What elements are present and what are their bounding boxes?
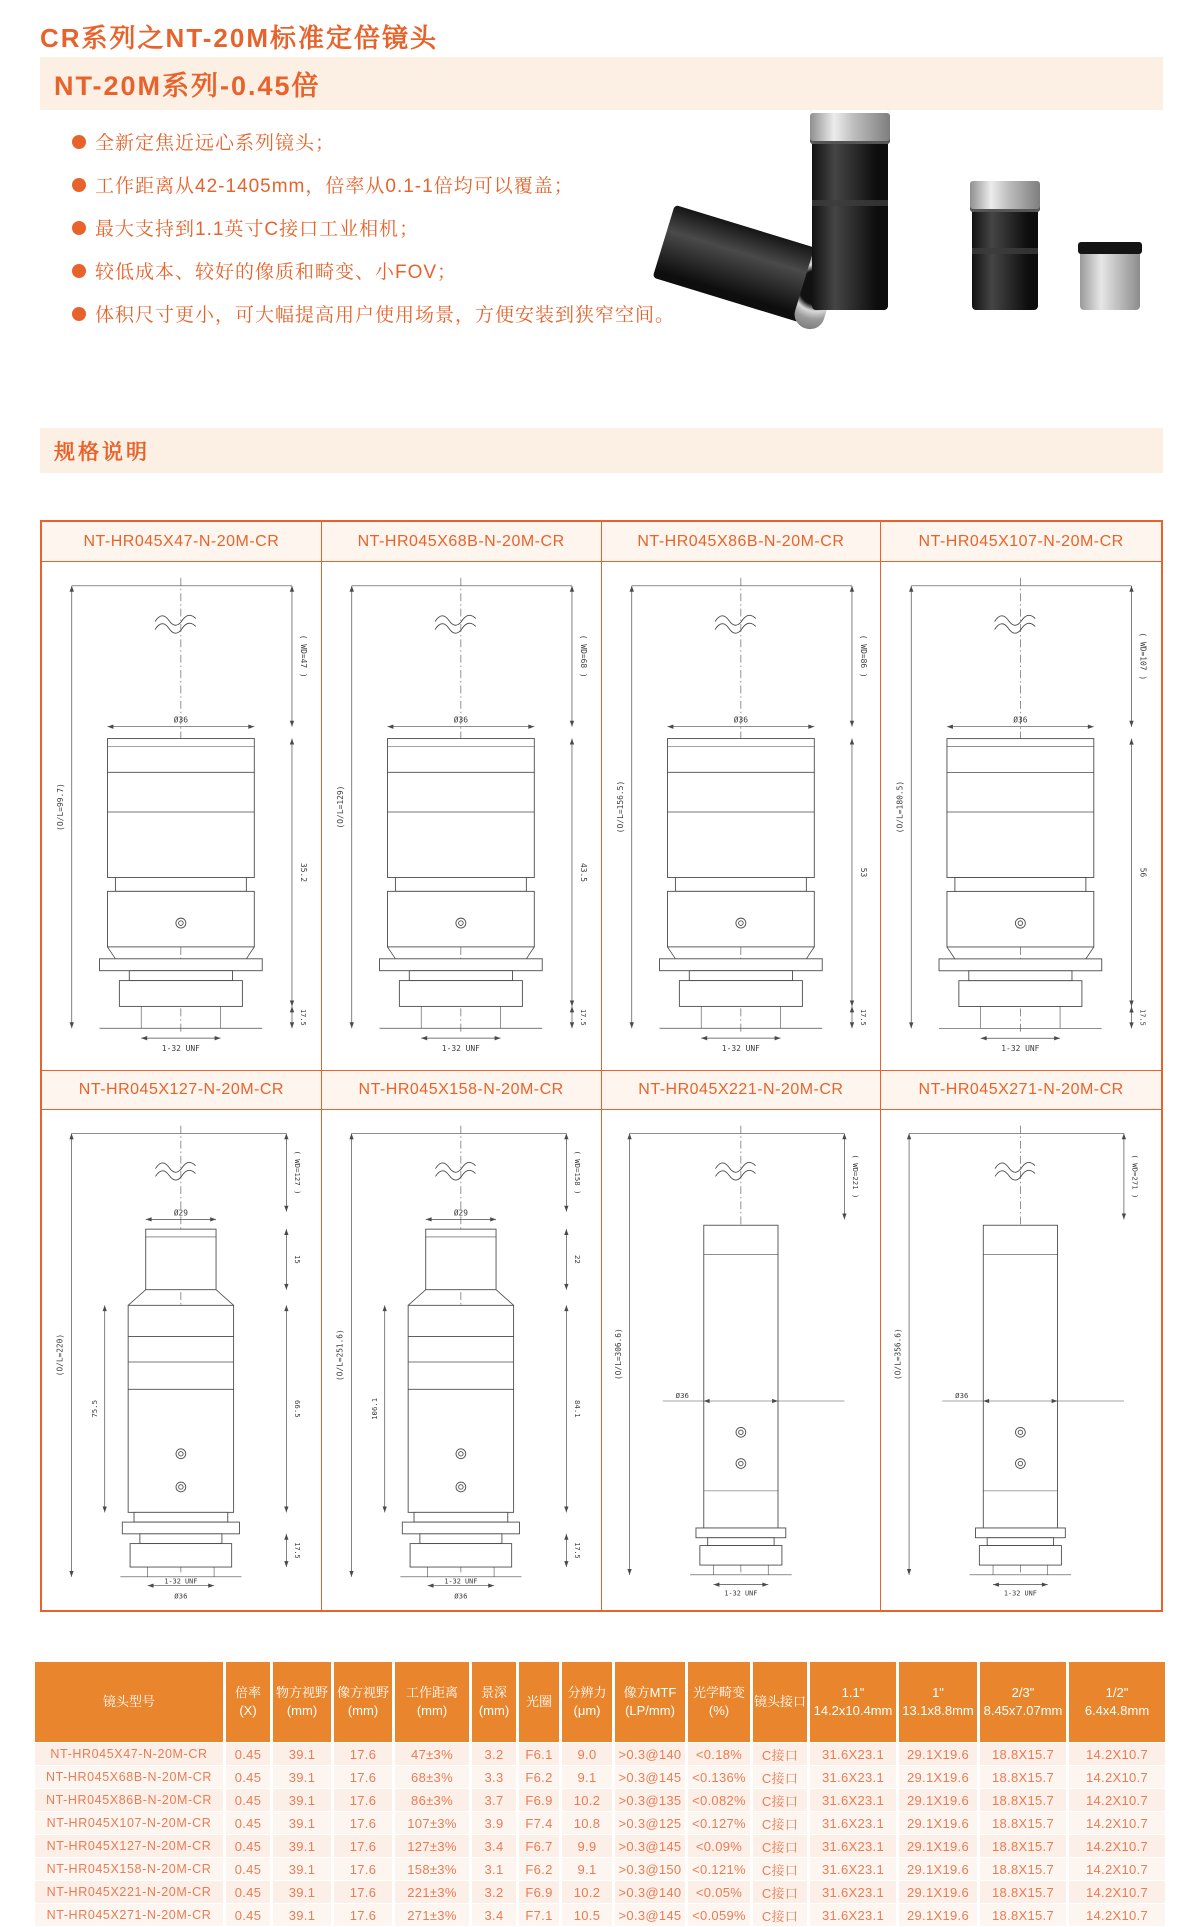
table-cell: 39.1 — [273, 1789, 331, 1811]
svg-text:Ø29: Ø29 — [453, 1208, 468, 1218]
table-cell: C接口 — [753, 1881, 807, 1903]
table-cell: 31.6X23.1 — [810, 1858, 896, 1880]
table-row — [35, 1789, 1165, 1811]
table-cell: 47±3% — [395, 1743, 469, 1765]
table-cell: 271±3% — [395, 1904, 469, 1926]
table-cell: NT-HR045X68B-N-20M-CR — [35, 1766, 223, 1788]
header-label: 镜头接口 — [753, 1693, 806, 1709]
header-unit: (%) — [708, 1703, 730, 1718]
table-cell: 29.1X19.6 — [899, 1835, 977, 1857]
header-unit: (mm) — [416, 1703, 448, 1718]
table-header-cell — [810, 1662, 896, 1742]
svg-text:84.1: 84.1 — [572, 1400, 582, 1418]
table-cell: 3.2 — [472, 1743, 516, 1765]
table-cell: 10.2 — [562, 1789, 612, 1811]
table-cell: 29.1X19.6 — [899, 1858, 977, 1880]
product-photo — [660, 100, 1165, 335]
svg-text:17.5: 17.5 — [572, 1542, 581, 1559]
table-cell: <0.082% — [688, 1789, 750, 1811]
table-cell: F6.2 — [519, 1766, 559, 1788]
table-cell: 39.1 — [273, 1881, 331, 1903]
table-header-cell — [753, 1662, 807, 1742]
table-cell: 31.6X23.1 — [810, 1743, 896, 1765]
table-cell: 31.6X23.1 — [810, 1812, 896, 1834]
lens-technical-drawing — [602, 562, 881, 1070]
table-cell: F7.1 — [519, 1904, 559, 1926]
lens-photo-tall — [812, 110, 888, 310]
table-cell: NT-HR045X221-N-20M-CR — [35, 1881, 223, 1903]
svg-text:35.2: 35.2 — [298, 862, 308, 883]
header-label: 2/3" — [1011, 1684, 1035, 1700]
lens-technical-drawing — [881, 1110, 1161, 1610]
table-cell: NT-HR045X107-N-20M-CR — [35, 1812, 223, 1834]
table-cell: 0.45 — [226, 1812, 270, 1834]
lens-band — [972, 248, 1038, 254]
table-cell: <0.136% — [688, 1766, 750, 1788]
table-cell: 39.1 — [273, 1743, 331, 1765]
header-label: 1" — [932, 1684, 944, 1700]
table-cell: 0.45 — [226, 1789, 270, 1811]
table-cell: 18.8X15.7 — [980, 1835, 1066, 1857]
table-cell: 9.1 — [562, 1766, 612, 1788]
header-unit: 6.4x4.8mm — [1084, 1703, 1150, 1718]
table-cell: 39.1 — [273, 1812, 331, 1834]
table-cell: 3.9 — [472, 1812, 516, 1834]
header-label: 光圈 — [525, 1693, 552, 1709]
table-cell: 18.8X15.7 — [980, 1904, 1066, 1926]
table-cell: <0.05% — [688, 1881, 750, 1903]
table-cell: 39.1 — [273, 1766, 331, 1788]
table-header-cell — [226, 1662, 270, 1742]
lens-silver-cap — [810, 110, 890, 144]
header-label: 倍率 — [234, 1684, 261, 1700]
table-cell: 86±3% — [395, 1789, 469, 1811]
lens-drawing-cell — [881, 1110, 1161, 1610]
svg-text:1-32 UNF: 1-32 UNF — [723, 1589, 757, 1598]
table-cell: F6.9 — [519, 1789, 559, 1811]
table-cell: F6.2 — [519, 1858, 559, 1880]
table-cell: F6.9 — [519, 1881, 559, 1903]
table-cell: 29.1X19.6 — [899, 1789, 977, 1811]
table-cell: 0.45 — [226, 1743, 270, 1765]
table-cell: 39.1 — [273, 1835, 331, 1857]
svg-text:1-32 UNF: 1-32 UNF — [1004, 1589, 1038, 1598]
feature-item — [72, 171, 732, 198]
model-header: NT-HR045X271-N-20M-CR — [881, 1070, 1161, 1110]
model-header: NT-HR045X158-N-20M-CR — [322, 1070, 602, 1110]
table-cell: F7.4 — [519, 1812, 559, 1834]
table-cell: 0.45 — [226, 1858, 270, 1880]
header-unit: (μm) — [573, 1703, 601, 1718]
table-cell: <0.09% — [688, 1835, 750, 1857]
svg-text:(O/L=356.6): (O/L=356.6) — [893, 1328, 903, 1380]
table-cell: >0.3@125 — [615, 1812, 685, 1834]
lens-technical-drawing — [322, 1110, 601, 1610]
table-cell: C接口 — [753, 1904, 807, 1926]
lens-technical-drawing — [42, 562, 321, 1070]
table-cell: >0.3@150 — [615, 1858, 685, 1880]
table-header-cell — [334, 1662, 392, 1742]
svg-text:(O/L=306.6): (O/L=306.6) — [613, 1328, 623, 1380]
table-cell: F6.7 — [519, 1835, 559, 1857]
feature-text: 较低成本、较好的像质和畸变、小FOV； — [95, 262, 458, 283]
lens-drawing-cell — [881, 562, 1161, 1070]
page-title: CR系列之NT-20M标准定倍镜头 — [40, 23, 439, 53]
table-cell: C接口 — [753, 1858, 807, 1880]
lens-technical-drawing — [322, 562, 601, 1070]
table-cell: 14.2X10.7 — [1069, 1743, 1165, 1765]
svg-text:Ø36: Ø36 — [174, 1591, 188, 1601]
header-label: 镜头型号 — [102, 1693, 155, 1709]
svg-text:( WD=127 ): ( WD=127 ) — [293, 1150, 303, 1195]
table-cell: 31.6X23.1 — [810, 1789, 896, 1811]
drawing-row — [42, 562, 1161, 1070]
table-cell: 3.2 — [472, 1881, 516, 1903]
table-cell: NT-HR045X158-N-20M-CR — [35, 1858, 223, 1880]
table-cell: C接口 — [753, 1789, 807, 1811]
model-header: NT-HR045X47-N-20M-CR — [42, 522, 322, 562]
table-cell: 17.6 — [334, 1904, 392, 1926]
table-cell: C接口 — [753, 1835, 807, 1857]
table-header-cell — [472, 1662, 516, 1742]
lens-drawing-cell — [322, 1110, 602, 1610]
table-cell: 3.4 — [472, 1835, 516, 1857]
table-cell: 10.5 — [562, 1904, 612, 1926]
header-label: 分辨力 — [567, 1684, 607, 1700]
model-header-row — [42, 522, 1161, 562]
table-cell: 14.2X10.7 — [1069, 1881, 1165, 1903]
header-unit: (mm) — [286, 1703, 318, 1718]
table-cell: >0.3@145 — [615, 1904, 685, 1926]
feature-text: 全新定焦近远心系列镜头； — [95, 133, 336, 154]
svg-text:1-32 UNF: 1-32 UNF — [721, 1044, 760, 1054]
table-row — [35, 1812, 1165, 1834]
svg-text:17.5: 17.5 — [1138, 1009, 1147, 1026]
table-cell: 0.45 — [226, 1904, 270, 1926]
feature-item — [72, 257, 732, 284]
svg-text:1-32 UNF: 1-32 UNF — [164, 1577, 198, 1586]
table-cell: >0.3@140 — [615, 1743, 685, 1765]
section-header-specs: 规格说明 — [40, 428, 1163, 473]
table-header-cell — [562, 1662, 612, 1742]
svg-text:56: 56 — [1138, 867, 1148, 878]
table-cell: <0.18% — [688, 1743, 750, 1765]
svg-text:Ø36: Ø36 — [453, 715, 468, 725]
lens-drawing-cell — [42, 562, 322, 1070]
table-cell: 29.1X19.6 — [899, 1881, 977, 1903]
svg-text:1-32 UNF: 1-32 UNF — [444, 1577, 478, 1586]
table-header-cell — [615, 1662, 685, 1742]
bullet-icon — [72, 178, 86, 192]
table-cell: 18.8X15.7 — [980, 1812, 1066, 1834]
table-cell: <0.127% — [688, 1812, 750, 1834]
table-cell: 14.2X10.7 — [1069, 1858, 1165, 1880]
header-label: 物方视野 — [275, 1684, 328, 1700]
table-cell: 0.45 — [226, 1766, 270, 1788]
header-label: 工作距离 — [405, 1684, 458, 1700]
table-cell: <0.059% — [688, 1904, 750, 1926]
table-cell: 14.2X10.7 — [1069, 1789, 1165, 1811]
lens-drawing-cell — [602, 1110, 882, 1610]
table-header-cell — [273, 1662, 331, 1742]
spec-table-body — [35, 1743, 1165, 1926]
svg-text:Ø29: Ø29 — [173, 1208, 188, 1218]
lens-drawing-cell — [602, 562, 882, 1070]
table-cell: F6.1 — [519, 1743, 559, 1765]
table-cell: 107±3% — [395, 1812, 469, 1834]
table-cell: 14.2X10.7 — [1069, 1812, 1165, 1834]
table-cell: 39.1 — [273, 1858, 331, 1880]
series-badge: NT-20M系列-0.45倍 — [40, 57, 1163, 110]
svg-text:( WD=107 ): ( WD=107 ) — [1138, 632, 1148, 681]
table-header-cell — [35, 1662, 223, 1742]
svg-text:17.5: 17.5 — [293, 1542, 302, 1559]
lens-drawing-cell — [322, 562, 602, 1070]
table-cell: <0.121% — [688, 1858, 750, 1880]
feature-text: 工作距离从42-1405mm，倍率从0.1-1倍均可以覆盖； — [95, 176, 574, 197]
table-cell: 14.2X10.7 — [1069, 1904, 1165, 1926]
table-row — [35, 1743, 1165, 1765]
table-cell: 3.7 — [472, 1789, 516, 1811]
table-cell: 31.6X23.1 — [810, 1881, 896, 1903]
svg-text:Ø36: Ø36 — [1013, 715, 1028, 725]
table-cell: 29.1X19.6 — [899, 1904, 977, 1926]
svg-text:Ø36: Ø36 — [733, 715, 748, 725]
header-unit: 13.1x8.8mm — [902, 1703, 974, 1718]
table-cell: >0.3@135 — [615, 1789, 685, 1811]
feature-text: 体积尺寸更小，可大幅提高用户使用场景，方便安装到狭窄空间。 — [95, 305, 676, 326]
header-label: 1/2" — [1105, 1684, 1129, 1700]
svg-text:Ø36: Ø36 — [454, 1591, 468, 1601]
svg-text:(O/L=180.5): (O/L=180.5) — [895, 780, 905, 834]
model-header: NT-HR045X68B-N-20M-CR — [322, 522, 602, 562]
table-header-cell — [395, 1662, 469, 1742]
table-cell: >0.3@140 — [615, 1881, 685, 1903]
svg-text:1-32 UNF: 1-32 UNF — [1001, 1044, 1040, 1054]
table-cell: 14.2X10.7 — [1069, 1835, 1165, 1857]
table-cell: 10.8 — [562, 1812, 612, 1834]
table-cell: 39.1 — [273, 1904, 331, 1926]
table-row — [35, 1858, 1165, 1880]
bullet-icon — [72, 307, 86, 321]
table-cell: 3.1 — [472, 1858, 516, 1880]
svg-text:(O/L=129): (O/L=129) — [335, 785, 345, 829]
svg-text:( WD=86 ): ( WD=86 ) — [858, 634, 868, 678]
table-cell: >0.3@145 — [615, 1766, 685, 1788]
feature-item — [72, 300, 732, 327]
table-cell: 18.8X15.7 — [980, 1766, 1066, 1788]
table-row — [35, 1766, 1165, 1788]
table-cell: 3.3 — [472, 1766, 516, 1788]
header-label: 像方MTF — [623, 1684, 677, 1700]
table-cell: 127±3% — [395, 1835, 469, 1857]
table-cell: 17.6 — [334, 1835, 392, 1857]
svg-text:( WD=68 ): ( WD=68 ) — [578, 634, 588, 678]
table-cell: 17.6 — [334, 1812, 392, 1834]
svg-text:15: 15 — [293, 1255, 303, 1264]
table-cell: 9.1 — [562, 1858, 612, 1880]
table-cell: 158±3% — [395, 1858, 469, 1880]
table-cell: 31.6X23.1 — [810, 1835, 896, 1857]
svg-text:Ø36: Ø36 — [173, 715, 189, 725]
svg-text:66.5: 66.5 — [293, 1400, 303, 1418]
table-cell: 17.6 — [334, 1766, 392, 1788]
lens-technical-drawing — [42, 1110, 321, 1610]
table-cell: 14.2X10.7 — [1069, 1766, 1165, 1788]
table-row — [35, 1835, 1165, 1857]
svg-text:43.5: 43.5 — [578, 862, 588, 883]
lens-band — [812, 200, 888, 206]
svg-text:Ø36: Ø36 — [955, 1391, 969, 1401]
lens-technical-drawing — [881, 562, 1161, 1070]
table-cell: NT-HR045X47-N-20M-CR — [35, 1743, 223, 1765]
table-cell: 29.1X19.6 — [899, 1743, 977, 1765]
table-header-cell — [1069, 1662, 1165, 1742]
model-header: NT-HR045X107-N-20M-CR — [881, 522, 1161, 562]
table-cell: 0.45 — [226, 1835, 270, 1857]
lens-photo-medium — [972, 178, 1038, 310]
model-header: NT-HR045X86B-N-20M-CR — [602, 522, 882, 562]
table-header-cell — [519, 1662, 559, 1742]
svg-text:22: 22 — [572, 1255, 582, 1264]
header-unit: (LP/mm) — [625, 1703, 675, 1718]
svg-text:Ø36: Ø36 — [675, 1391, 689, 1401]
svg-text:53: 53 — [858, 867, 868, 878]
bullet-icon — [72, 135, 86, 149]
model-header: NT-HR045X127-N-20M-CR — [42, 1070, 322, 1110]
table-header-cell — [899, 1662, 977, 1742]
table-cell: C接口 — [753, 1743, 807, 1765]
model-header-row — [42, 1070, 1161, 1110]
table-cell: NT-HR045X86B-N-20M-CR — [35, 1789, 223, 1811]
table-cell: 31.6X23.1 — [810, 1766, 896, 1788]
table-row — [35, 1904, 1165, 1926]
feature-list — [72, 128, 732, 343]
model-header: NT-HR045X221-N-20M-CR — [602, 1070, 882, 1110]
table-cell: 29.1X19.6 — [899, 1812, 977, 1834]
table-cell: 17.6 — [334, 1743, 392, 1765]
spec-table — [35, 1662, 1165, 1927]
table-cell: 17.6 — [334, 1789, 392, 1811]
svg-text:( WD=47 ): ( WD=47 ) — [298, 634, 308, 678]
table-cell: C接口 — [753, 1812, 807, 1834]
bullet-icon — [72, 221, 86, 235]
lens-photo-small — [1080, 242, 1140, 310]
table-cell: 17.6 — [334, 1881, 392, 1903]
header-unit: (X) — [239, 1703, 257, 1718]
svg-text:17.5: 17.5 — [578, 1008, 587, 1026]
table-cell: 29.1X19.6 — [899, 1766, 977, 1788]
header-unit: 14.2x10.4mm — [813, 1703, 893, 1718]
table-cell: 3.4 — [472, 1904, 516, 1926]
svg-text:75.5: 75.5 — [89, 1400, 99, 1418]
table-cell: 9.0 — [562, 1743, 612, 1765]
svg-text:( WD=158 ): ( WD=158 ) — [572, 1150, 582, 1195]
table-cell: 9.9 — [562, 1835, 612, 1857]
drawing-row — [42, 1110, 1161, 1610]
svg-text:1-32 UNF: 1-32 UNF — [441, 1044, 480, 1054]
header-label: 像方视野 — [336, 1684, 389, 1700]
table-cell: 18.8X15.7 — [980, 1881, 1066, 1903]
table-cell: 68±3% — [395, 1766, 469, 1788]
spec-table-header-row — [35, 1662, 1165, 1742]
bullet-icon — [72, 264, 86, 278]
svg-text:(O/L=99.7): (O/L=99.7) — [55, 783, 65, 831]
header-label: 1.1" — [841, 1684, 865, 1700]
lens-technical-drawing — [602, 1110, 881, 1610]
svg-text:1-32 UNF: 1-32 UNF — [161, 1044, 200, 1054]
svg-text:( WD=221 ): ( WD=221 ) — [850, 1154, 860, 1199]
table-header-cell — [688, 1662, 750, 1742]
table-cell: 10.2 — [562, 1881, 612, 1903]
table-cell: 0.45 — [226, 1881, 270, 1903]
svg-text:(O/L=251.6): (O/L=251.6) — [335, 1329, 345, 1381]
svg-text:(O/L=220): (O/L=220) — [55, 1333, 65, 1377]
drawings-grid — [40, 520, 1163, 1612]
svg-text:(O/L=156.5): (O/L=156.5) — [615, 780, 625, 834]
lens-photo-tilted — [653, 205, 838, 327]
table-row — [35, 1881, 1165, 1903]
table-cell: >0.3@145 — [615, 1835, 685, 1857]
table-cell: 18.8X15.7 — [980, 1743, 1066, 1765]
table-cell: C接口 — [753, 1766, 807, 1788]
feature-text: 最大支持到1.1英寸C接口工业相机； — [95, 219, 420, 240]
table-cell: 221±3% — [395, 1881, 469, 1903]
header-unit: (mm) — [347, 1703, 379, 1718]
header-label: 光学畸变 — [692, 1684, 745, 1700]
table-header-cell — [980, 1662, 1066, 1742]
table-cell: 17.6 — [334, 1858, 392, 1880]
lens-black-top — [1078, 242, 1142, 254]
svg-text:( WD=271 ): ( WD=271 ) — [1130, 1154, 1140, 1199]
header-unit: 8.45x7.07mm — [983, 1703, 1063, 1718]
lens-drawing-cell — [42, 1110, 322, 1610]
table-cell: NT-HR045X127-N-20M-CR — [35, 1835, 223, 1857]
header-label: 景深 — [480, 1684, 507, 1700]
header-unit: (mm) — [478, 1703, 510, 1718]
table-cell: 18.8X15.7 — [980, 1858, 1066, 1880]
svg-text:17.5: 17.5 — [858, 1008, 867, 1026]
feature-item — [72, 128, 732, 155]
feature-item — [72, 214, 732, 241]
table-cell: NT-HR045X271-N-20M-CR — [35, 1904, 223, 1926]
svg-text:106.1: 106.1 — [369, 1397, 379, 1420]
table-cell: 31.6X23.1 — [810, 1904, 896, 1926]
lens-silver-cap — [970, 178, 1040, 212]
table-cell: 18.8X15.7 — [980, 1789, 1066, 1811]
svg-text:17.5: 17.5 — [298, 1008, 307, 1026]
